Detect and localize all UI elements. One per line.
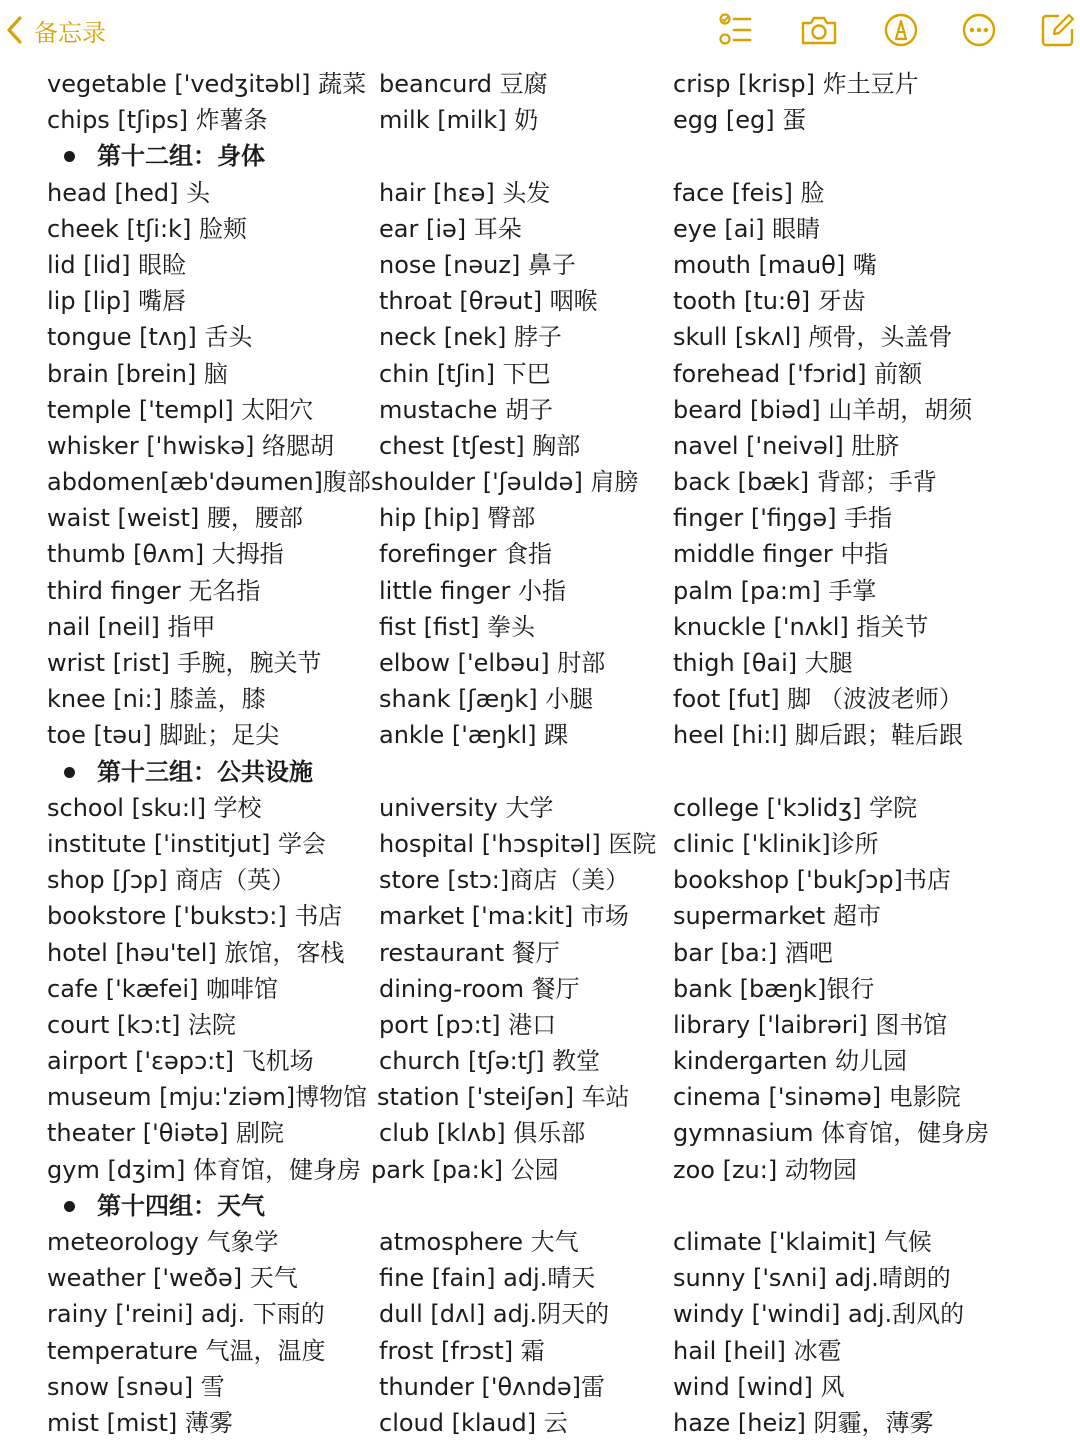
checklist-icon[interactable]: [716, 10, 756, 50]
word-cell: foot [fut] 脚 （波波老师）: [673, 685, 963, 714]
word-cell: hospital ['hɔspitəl] 医院: [379, 829, 657, 858]
word-cell: shoulder ['ʃəuldə] 肩膀: [371, 468, 639, 497]
word-cell: cloud [klaud] 云: [379, 1408, 568, 1437]
word-cell: beancurd 豆腐: [379, 70, 548, 98]
word-cell: theater ['θiətə] 剧院: [47, 1119, 285, 1148]
word-cell: wrist [rist] 手腕，腕关节: [47, 649, 322, 677]
word-cell: heel [hi:l] 脚后跟；鞋后跟: [673, 721, 964, 750]
word-cell: knuckle ['nʌkl] 指关节: [673, 612, 929, 641]
word-cell: ankle ['æŋkl] 踝: [379, 721, 569, 750]
section-heading: [0, 1188, 1080, 1224]
table-row: [0, 609, 1080, 645]
table-row: [0, 862, 1080, 898]
word-cell: station ['steiʃən] 车站: [377, 1083, 630, 1112]
table-row: [0, 971, 1080, 1007]
compose-icon[interactable]: [1038, 10, 1078, 50]
table-row: [0, 1007, 1080, 1043]
word-cell: egg [eg] 蛋: [673, 106, 807, 135]
table-row: [0, 573, 1080, 609]
word-cell: shop [ʃɔp] 商店（英）: [47, 866, 296, 895]
table-row: [0, 1260, 1080, 1296]
section-heading: [0, 138, 1080, 174]
word-cell: dull [dʌl] adj.阴天的: [379, 1300, 610, 1329]
word-cell: library ['laibrəri] 图书馆: [673, 1010, 948, 1039]
word-cell: skull [skʌl] 颅骨，头盖骨: [673, 323, 953, 352]
word-cell: nail [neil] 指甲: [47, 612, 216, 641]
word-cell: bookstore ['bukstɔ:] 书店: [47, 902, 343, 931]
word-cell: neck [nek] 脖子: [379, 323, 562, 352]
word-cell: market ['ma:kit] 市场: [379, 902, 629, 931]
word-cell: weather ['weðə] 天气: [47, 1264, 298, 1293]
word-cell: chips [tʃips] 炸薯条: [47, 106, 268, 135]
word-cell: temperature 气温，温度: [47, 1336, 326, 1365]
word-cell: hip [hip] 臀部: [379, 504, 536, 533]
word-cell: head [hed] 头: [47, 178, 211, 207]
word-cell: climate ['klaimit] 气候: [673, 1228, 932, 1256]
word-cell: thunder ['θʌndə]雷: [379, 1372, 605, 1401]
word-cell: eye [ai] 眼睛: [673, 214, 821, 243]
word-cell: bar [ba:] 酒吧: [673, 938, 833, 967]
table-row: [0, 826, 1080, 862]
word-cell: chest [tʃest] 胸部: [379, 431, 581, 460]
table-row: [0, 319, 1080, 355]
word-cell: meteorology 气象学: [47, 1228, 279, 1256]
word-cell: mustache 胡子: [379, 395, 554, 424]
word-cell: cinema ['sinəmə] 电影院: [673, 1083, 961, 1112]
back-label: 备忘录: [34, 18, 106, 47]
section-title: 第十二组：身体: [97, 142, 265, 171]
word-cell: zoo [zu:] 动物园: [673, 1155, 857, 1184]
word-cell: whisker ['hwiskə] 络腮胡: [47, 431, 334, 460]
word-cell: brain [brein] 脑: [47, 359, 228, 388]
table-row: [0, 428, 1080, 464]
word-cell: finger ['fiŋgə] 手指: [673, 504, 893, 533]
word-cell: store [stɔ:]商店（美）: [379, 866, 630, 895]
word-cell: milk [milk] 奶: [379, 106, 539, 135]
word-cell: institute ['institjut] 学会: [47, 829, 326, 858]
note-body[interactable]: [0, 66, 1080, 1441]
more-icon[interactable]: [959, 10, 999, 50]
bullet-icon: [64, 1201, 75, 1212]
word-cell: port [pɔ:t] 港口: [379, 1010, 557, 1039]
table-row: [0, 392, 1080, 428]
word-cell: kindergarten 幼儿园: [673, 1047, 908, 1076]
table-row: [0, 536, 1080, 572]
word-cell: clinic ['klinik]诊所: [673, 829, 879, 858]
table-row: [0, 464, 1080, 500]
word-cell: elbow ['elbəu] 肘部: [379, 649, 606, 677]
word-cell: airport ['εəpɔ:t] 飞机场: [47, 1047, 314, 1076]
word-cell: nose [nəuz] 鼻子: [379, 250, 576, 279]
table-row: [0, 211, 1080, 247]
table-row: [0, 935, 1080, 971]
word-cell: fist [fist] 拳头: [379, 612, 536, 641]
word-cell: face [feis] 脸: [673, 178, 825, 207]
word-cell: wind [wind] 风: [673, 1372, 845, 1401]
word-cell: museum [mju:'ziəm]博物馆: [47, 1083, 368, 1112]
word-cell: crisp [krisp] 炸土豆片: [673, 70, 919, 98]
bullet-icon: [64, 151, 75, 162]
word-cell: thumb [θʌm] 大拇指: [47, 540, 284, 569]
table-row: [0, 1405, 1080, 1441]
table-row: [0, 1152, 1080, 1188]
word-cell: middle finger 中指: [673, 540, 889, 569]
word-cell: park [pa:k] 公园: [371, 1155, 559, 1184]
table-row: [0, 717, 1080, 753]
word-cell: club [klʌb] 俱乐部: [379, 1119, 586, 1148]
word-cell: toe [təu] 脚趾；足尖: [47, 721, 280, 750]
word-cell: knee [ni:] 膝盖，膝: [47, 685, 266, 714]
word-cell: school [sku:l] 学校: [47, 793, 262, 822]
word-cell: beard [biəd] 山羊胡，胡须: [673, 395, 973, 424]
nav-bar: [0, 0, 1080, 60]
word-cell: throat [θrəut] 咽喉: [379, 287, 598, 316]
table-row: [0, 283, 1080, 319]
table-row: [0, 1224, 1080, 1260]
table-row: [0, 898, 1080, 934]
word-cell: church [tʃə:tʃ] 教堂: [379, 1047, 601, 1076]
table-row: [0, 102, 1080, 138]
word-cell: supermarket 超市: [673, 902, 881, 931]
markup-pen-icon[interactable]: [881, 10, 921, 50]
word-cell: court [kɔ:t] 法院: [47, 1010, 236, 1039]
word-cell: rainy ['reini] adj. 下雨的: [47, 1300, 325, 1329]
word-cell: gymnasium 体育馆，健身房: [673, 1119, 990, 1148]
word-cell: mist [mist] 薄雾: [47, 1408, 233, 1437]
table-row: [0, 1333, 1080, 1369]
table-row: [0, 247, 1080, 283]
word-cell: fine [fain] adj.晴天: [379, 1264, 596, 1293]
word-cell: hair [hεə] 头发: [379, 178, 551, 207]
word-cell: frost [frɔst] 霜: [379, 1336, 545, 1365]
table-row: [0, 790, 1080, 826]
table-row: [0, 356, 1080, 392]
word-cell: shank [ʃæŋk] 小腿: [379, 685, 594, 714]
word-cell: bookshop ['bukʃɔp]书店: [673, 866, 951, 895]
word-cell: sunny ['sʌni] adj.晴朗的: [673, 1264, 951, 1293]
word-cell: dining-room 餐厅: [379, 974, 580, 1003]
table-row: [0, 1296, 1080, 1332]
table-row: [0, 66, 1080, 102]
word-cell: cafe ['kæfei] 咖啡馆: [47, 974, 279, 1003]
word-cell: chin [tʃin] 下巴: [379, 359, 551, 388]
section-title: 第十四组：天气: [97, 1191, 265, 1220]
word-cell: mouth [mauθ] 嘴: [673, 250, 877, 279]
word-cell: windy ['windi] adj.刮风的: [673, 1300, 965, 1329]
word-cell: abdomen[æb'dəumen]腹部: [47, 468, 371, 497]
word-cell: gym [dʒim] 体育馆，健身房: [47, 1155, 361, 1184]
word-cell: tooth [tu:θ] 牙齿: [673, 287, 866, 316]
word-cell: third finger 无名指: [47, 576, 261, 605]
word-cell: palm [pa:m] 手掌: [673, 576, 877, 605]
table-row: [0, 175, 1080, 211]
section-heading: [0, 754, 1080, 790]
word-cell: thigh [θai] 大腿: [673, 649, 853, 677]
word-cell: lip [lip] 嘴唇: [47, 287, 187, 316]
word-cell: lid [lid] 眼睑: [47, 250, 187, 279]
word-cell: back [bæk] 背部；手背: [673, 468, 937, 497]
bullet-icon: [64, 767, 75, 778]
table-row: [0, 1115, 1080, 1151]
table-row: [0, 1043, 1080, 1079]
camera-icon[interactable]: [799, 10, 839, 50]
table-row: [0, 500, 1080, 536]
word-cell: bank [bæŋk]银行: [673, 974, 875, 1003]
table-row: [0, 1079, 1080, 1115]
word-cell: snow [snəu] 雪: [47, 1372, 225, 1401]
word-cell: college ['kɔlidʒ] 学院: [673, 793, 918, 822]
word-cell: ear [iə] 耳朵: [379, 214, 522, 243]
word-cell: hotel [həu'tel] 旅馆，客栈: [47, 938, 345, 967]
table-row: [0, 1369, 1080, 1405]
word-cell: little finger 小指: [379, 576, 567, 605]
word-cell: forehead ['fɔrid] 前额: [673, 359, 923, 388]
word-cell: temple ['templ] 太阳穴: [47, 395, 314, 424]
word-cell: cheek [tʃi:k] 脸颊: [47, 214, 247, 243]
table-row: [0, 645, 1080, 681]
word-cell: haze [heiz] 阴霾，薄雾: [673, 1408, 934, 1437]
word-cell: university 大学: [379, 793, 554, 822]
word-cell: navel ['neivəl] 肚脐: [673, 431, 900, 460]
word-cell: hail [heil] 冰雹: [673, 1336, 842, 1365]
table-row: [0, 681, 1080, 717]
word-cell: waist [weist] 腰，腰部: [47, 504, 303, 533]
word-cell: atmosphere 大气: [379, 1228, 579, 1256]
section-title: 第十三组：公共设施: [97, 757, 313, 786]
word-cell: forefinger 食指: [379, 540, 553, 569]
word-cell: vegetable ['vedʒitəbl] 蔬菜: [47, 70, 367, 98]
word-cell: tongue [tʌŋ] 舌头: [47, 323, 253, 352]
word-cell: restaurant 餐厅: [379, 938, 560, 967]
